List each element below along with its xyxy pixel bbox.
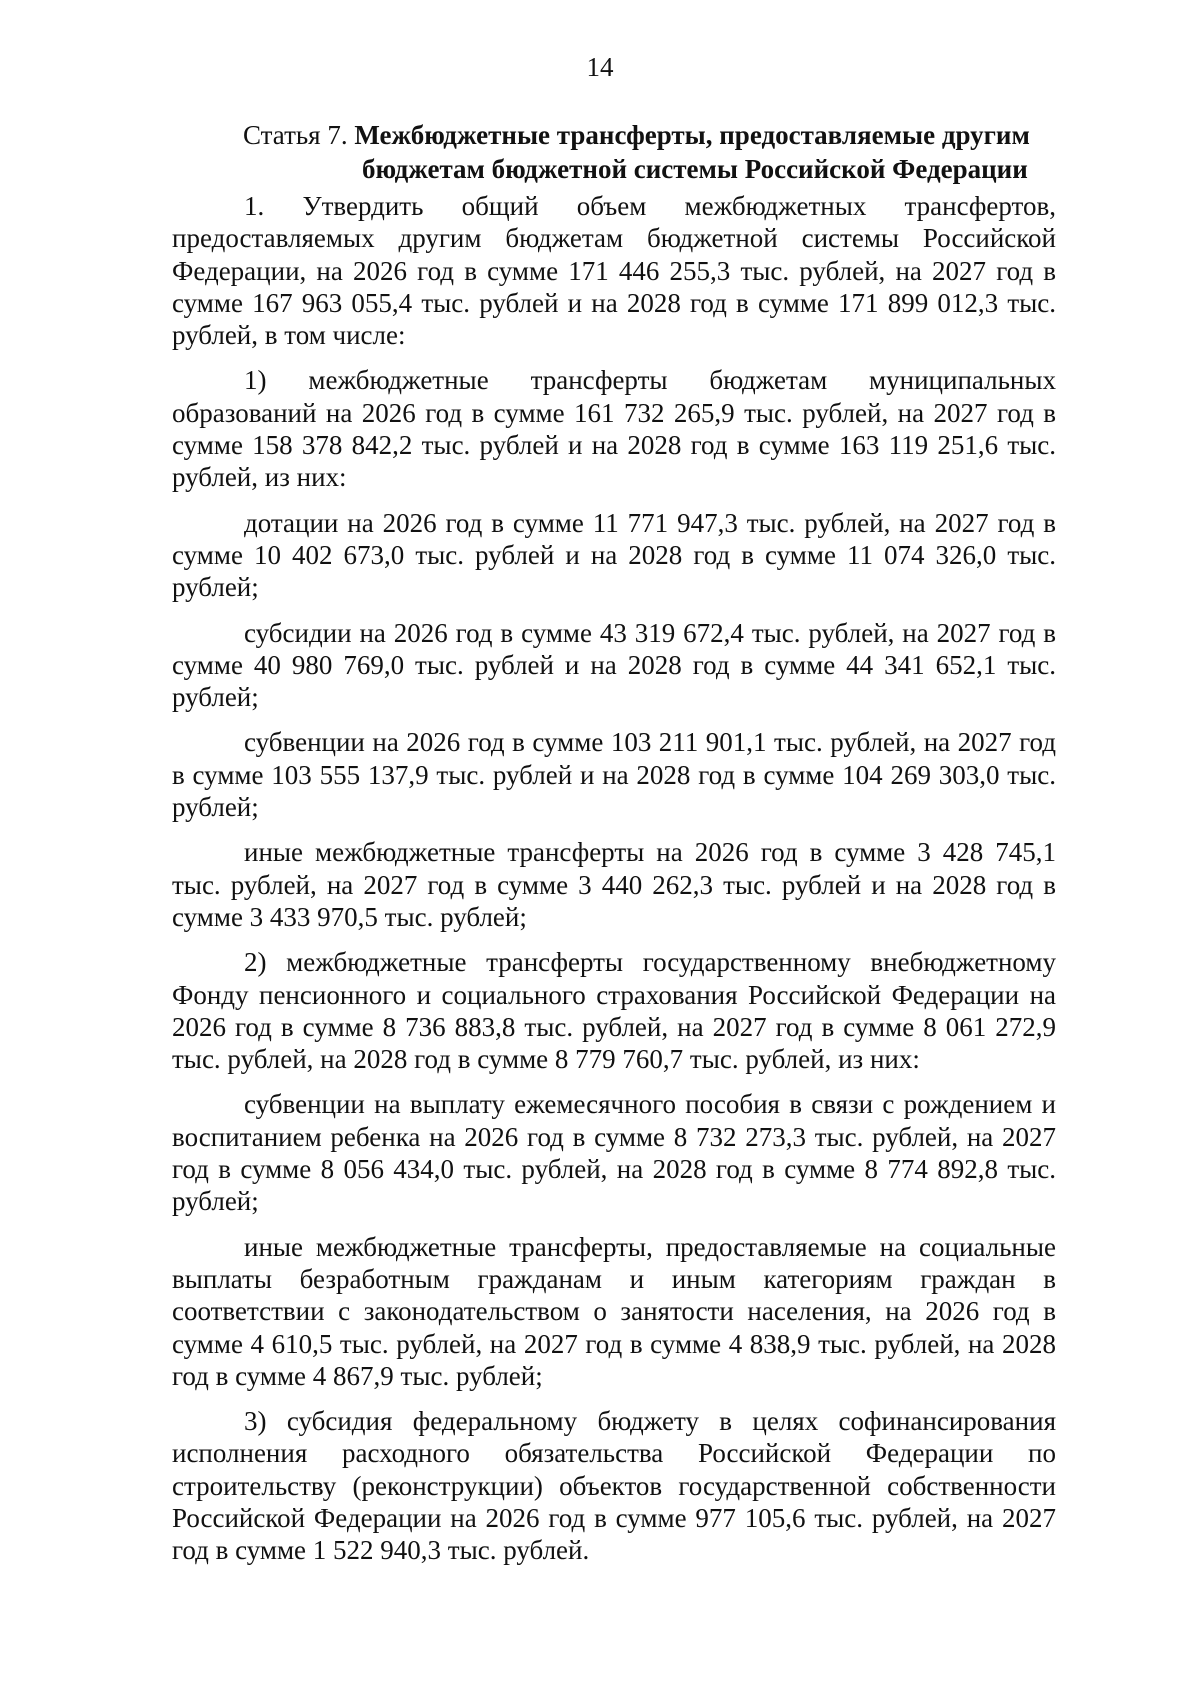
paragraph-unemployment-transfers: иные межбюджетные трансферты, предоставляемые на социальные выплаты безработным гражданам и иным категориям граждан в соответствии с законодательством о занятости населения, на 2026 год в сумме 4 610,5 тыс. рублей, на 2027 год в сумме 4 838,9 тыс. рублей, на 2028 год в сумме 4 867,9 тыс. рублей; <box>172 1231 1056 1391</box>
paragraph-total-transfers: 1. Утвердить общий объем межбюджетных трансфертов, предоставляемых другим бюджетам бюджетной системы Российской Федерации, на 2026 год в сумме 171 446 255,3 тыс. рублей, на 2027 год в сумме 167 963 055,4 тыс. рублей и на 2028 год в сумме 171 899 012,3 тыс. рублей, в том числе: <box>172 191 1056 351</box>
article-title-line-1: Межбюджетные трансферты, предоставляемые другим <box>354 120 1030 150</box>
paragraph-child-allowance-subventions: субвенции на выплату ежемесячного пособия в связи с рождением и воспитанием ребенка на 2026 год в сумме 8 732 273,3 тыс. рублей, на 2027 год в сумме 8 056 434,0 тыс. рублей, на 2028 год в сумме 8 774 892,8 тыс. рублей; <box>172 1089 1056 1217</box>
paragraph-pension-fund-transfers: 2) межбюджетные трансферты государственному внебюджетному Фонду пенсионного и социального страхования Российской Федерации на 2026 год в сумме 8 736 883,8 тыс. рублей, на 2027 год в сумме 8 061 272,9 тыс. рублей, на 2028 год в сумме 8 779 760,7 тыс. рублей, из них: <box>172 947 1056 1075</box>
article-body <box>172 190 1056 1580</box>
article-number: Статья 7. <box>243 120 348 150</box>
paragraph-grants: дотации на 2026 год в сумме 11 771 947,3 тыс. рублей, на 2027 год в сумме 10 402 673,0 тыс. рублей и на 2028 год в сумме 11 074 326,0 тыс. рублей; <box>172 507 1056 603</box>
paragraph-subsidies: субсидии на 2026 год в сумме 43 319 672,4 тыс. рублей, на 2027 год в сумме 40 980 769,0 тыс. рублей и на 2028 год в сумме 44 341 652,1 тыс. рублей; <box>172 617 1056 713</box>
article-title-line-2: бюджетам бюджетной системы Российской Федерации <box>362 154 1028 184</box>
paragraph-municipal-transfers: 1) межбюджетные трансферты бюджетам муниципальных образований на 2026 год в сумме 161 732 265,9 тыс. рублей, на 2027 год в сумме 158 378 842,2 тыс. рублей и на 2028 год в сумме 163 119 251,6 тыс. рублей, из них: <box>172 365 1056 493</box>
paragraph-federal-subsidy: 3) субсидия федеральному бюджету в целях софинансирования исполнения расходного обязательства Российской Федерации по строительству (реконструкции) объектов государственной собственности Российской Федерации на 2026 год в сумме 977 105,6 тыс. рублей, на 2027 год в сумме 1 522 940,3 тыс. рублей. <box>172 1406 1056 1566</box>
article-heading <box>243 118 1055 186</box>
page-number: 14 <box>586 52 614 82</box>
paragraph-subventions: субвенции на 2026 год в сумме 103 211 901,1 тыс. рублей, на 2027 год в сумме 103 555 137,9 тыс. рублей и на 2028 год в сумме 104 269 303,0 тыс. рублей; <box>172 727 1056 823</box>
paragraph-other-transfers: иные межбюджетные трансферты на 2026 год в сумме 3 428 745,1 тыс. рублей, на 2027 год в сумме 3 440 262,3 тыс. рублей и на 2028 год в сумме 3 433 970,5 тыс. рублей; <box>172 837 1056 932</box>
